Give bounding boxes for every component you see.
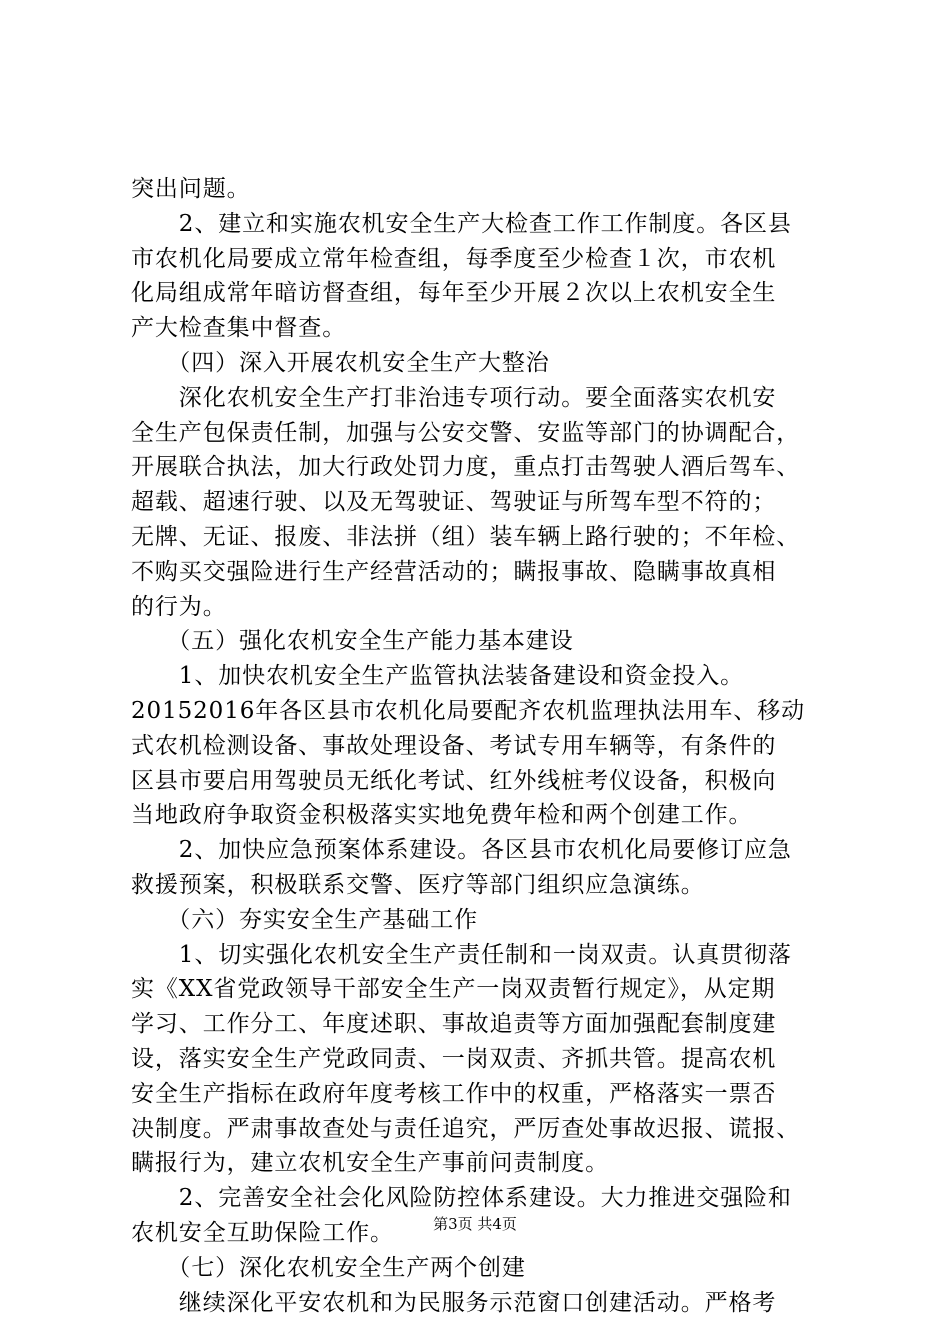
text-line: 2、加快应急预案体系建设。各区县市农机化局要修订应急 [131, 837, 792, 864]
text-line: 突出问题。 [131, 176, 251, 202]
text-line: 实《XX省党政领导干部安全生产一岗双责暂行规定》，从定期 [131, 976, 776, 1003]
page-number-footer: 第3页 共4页 [433, 1215, 517, 1233]
text-line: 学习、工作分工、年度述职、事故追责等方面加强配套制度建 [131, 1011, 777, 1038]
text-line: 区县市要启用驾驶员无纸化考试、红外线桩考仪设备，积极向 [131, 767, 777, 794]
text-line: 安全生产指标在政府年度考核工作中的权重，严格落实一票否 [131, 1080, 777, 1107]
text-line: 2、完善安全社会化风险防控体系建设。大力推进交强险和 [131, 1185, 792, 1212]
text-line: 市农机化局要成立常年检查组，每季度至少检查１次，市农机 [131, 245, 777, 272]
text-line: 1、切实强化农机安全生产责任制和一岗双责。认真贯彻落 [131, 941, 792, 968]
section-heading: （六）夯实安全生产基础工作 [131, 906, 478, 933]
text-line: 开展联合执法，加大行政处罚力度，重点打击驾驶人酒后驾车、 [131, 454, 801, 481]
document-body [131, 172, 831, 1320]
text-line: 的行为。 [131, 593, 227, 620]
text-line: 无牌、无证、报废、非法拼（组）装车辆上路行驶的；不年检、 [131, 523, 801, 550]
text-line: 化局组成常年暗访督查组，每年至少开展２次以上农机安全生 [131, 280, 777, 307]
text-line: 2、建立和实施农机安全生产大检查工作工作制度。各区县 [131, 210, 792, 237]
text-line: 深化农机安全生产打非治违专项行动。要全面落实农机安 [131, 384, 777, 411]
text-line: 产大检查集中督查。 [131, 315, 347, 342]
text-line: 1、加快农机安全生产监管执法装备建设和资金投入。 [131, 663, 745, 690]
text-line: 式农机检测设备、事故处理设备、考试专用车辆等，有条件的 [131, 732, 777, 759]
text-line: 决制度。严肃事故查处与责任追究，严厉查处事故迟报、谎报、 [131, 1115, 801, 1142]
section-heading: （五）强化农机安全生产能力基本建设 [131, 628, 574, 655]
text-line: 超载、超速行驶、以及无驾驶证、驾驶证与所驾车型不符的； [131, 489, 777, 516]
text-line: 全生产包保责任制，加强与公安交警、安监等部门的协调配合， [131, 419, 801, 446]
text-line: 继续深化平安农机和为民服务示范窗口创建活动。严格考 [131, 1289, 777, 1316]
text-line: 当地政府争取资金积极落实实地免费年检和两个创建工作。 [131, 802, 753, 829]
section-heading: （四）深入开展农机安全生产大整治 [131, 349, 550, 376]
text-line: 不购买交强险进行生产经营活动的；瞒报事故、隐瞒事故真相 [131, 558, 777, 585]
text-line: 救援预案，积极联系交警、医疗等部门组织应急演练。 [131, 871, 705, 898]
text-line: 农机安全互助保险工作。 [131, 1219, 394, 1246]
text-line: 20152016年各区县市农机化局要配齐农机监理执法用车、移动 [131, 697, 805, 724]
section-heading: （七）深化农机安全生产两个创建 [131, 1254, 526, 1281]
text-line: 设，落实安全生产党政同责、一岗双责、齐抓共管。提高农机 [131, 1045, 777, 1072]
text-line: 瞒报行为，建立农机安全生产事前问责制度。 [131, 1150, 609, 1177]
